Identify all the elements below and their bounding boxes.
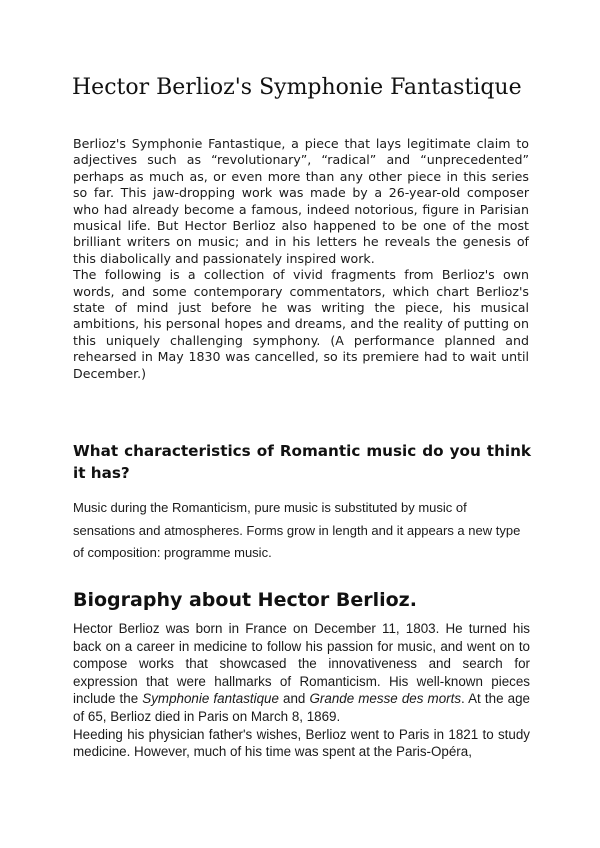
intro-paragraph-2: The following is a collection of vivid fragments from Berlioz's own words, and some contemporary commentators, which chart Berlioz's state of mind just before he was writing the piece, his musical ambitions, his personal hopes and dreams, and the reality of putting on this uniquely challenging symphony. (A performance planned and rehearsed in May 1830 was cancelled, so its premiere had to wait until December.) xyxy=(73,267,529,381)
bio-text-2: . At the age of 65, Berlioz died in Paris on March 8, 1869. xyxy=(73,691,530,724)
question-heading: What characteristics of Romantic music do you think it has? xyxy=(73,442,531,482)
biography-paragraph-1 xyxy=(73,620,530,726)
intro-section xyxy=(73,136,529,382)
biography-heading: Biography about Hector Berlioz. xyxy=(73,589,417,611)
question-answer: Music during the Romanticism, pure music is substituted by music of sensations and atmospheres. Forms grow in length and it appears a new type of composition: programme music. xyxy=(73,500,521,560)
biography-paragraph-2: Heeding his physician father's wishes, Berlioz went to Paris in 1821 to study medicine. However, much of his time was spent at the Paris-Opéra, xyxy=(73,726,530,760)
bio-text-and: and xyxy=(278,691,310,707)
biography-section xyxy=(73,620,530,761)
work-title-grande-messe: Grande messe des morts xyxy=(309,691,462,707)
bio-text-1: Hector Berlioz was born in France on December 11, 1803. He turned his back on a career in medicine to follow his passion for music, and went on to compose works that showcased the innovativeness and search for expression that were hallmarks of Romanticism. His well-known pieces include the xyxy=(73,621,530,707)
intro-paragraph-1: Berlioz's Symphonie Fantastique, a piece that lays legitimate claim to adjectives such as “revolutionary”, “radical” and “unprecedented” perhaps as much as, or even more than any other piece in this series so far. This jaw-dropping work was made by a 26-year-old composer who had already become a famous, indeed notorious, figure in Parisian musical life. But Hector Berlioz also happened to be one of the most brilliant writers on music; and in his letters he reveals the genesis of this diabolically and passionately inspired work. xyxy=(73,136,529,266)
page-title: Hector Berlioz's Symphonie Fantastique xyxy=(72,75,522,100)
work-title-symphonie: Symphonie fantastique xyxy=(142,691,279,707)
